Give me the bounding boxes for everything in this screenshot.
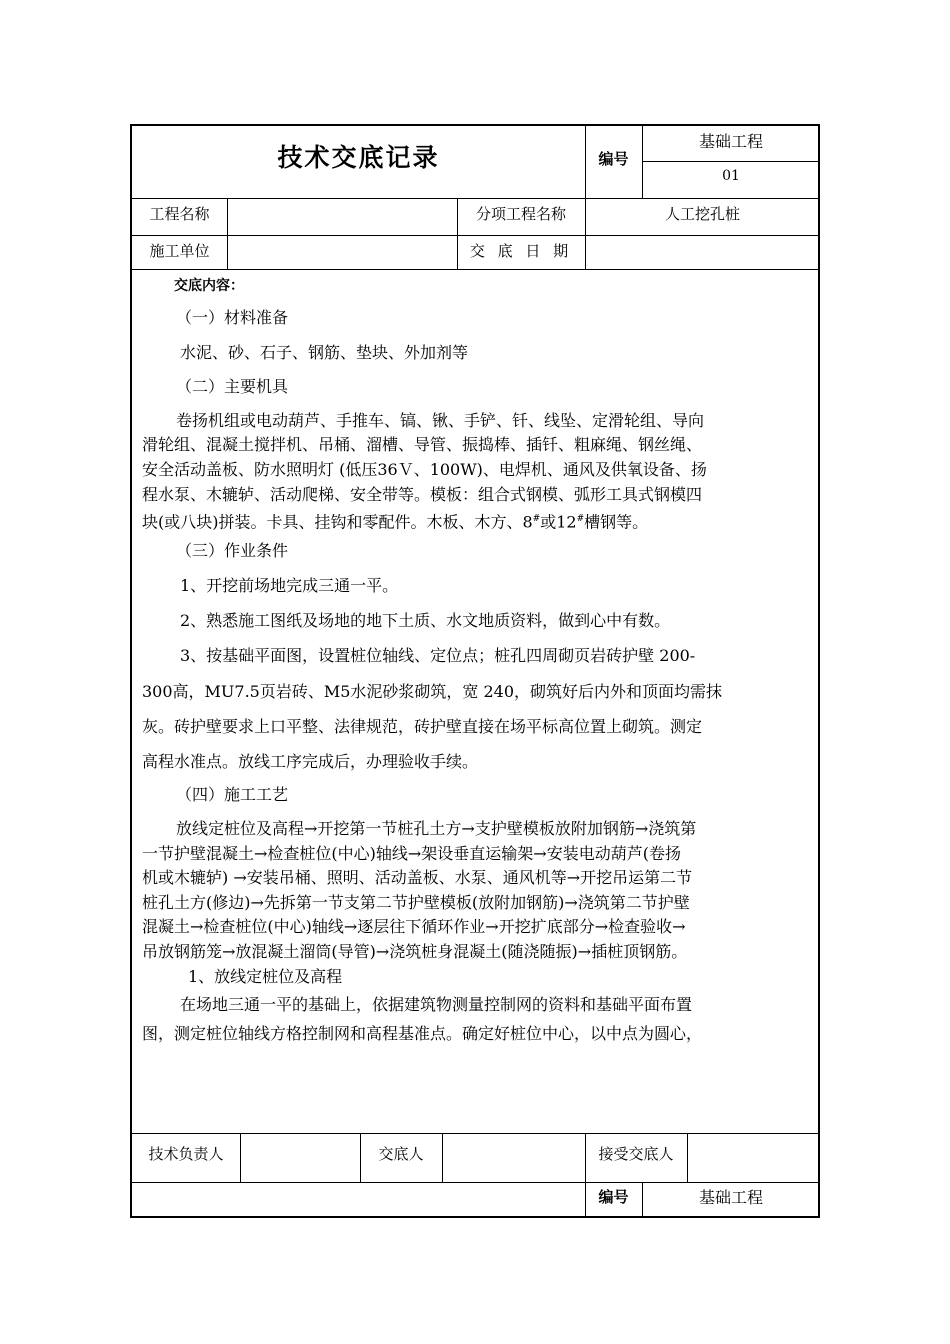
receiver-label: 接受交底人 <box>598 1144 674 1163</box>
subsection-line: 在场地三通一平的基础上，依据建筑物测量控制网的资料和基础平面布置 <box>180 995 693 1014</box>
page-title: 技术交底记录 <box>277 143 440 172</box>
section-title-conditions: （三）作业条件 <box>176 541 289 560</box>
conditions-item: 3、按基础平面图，设置桩位轴线、定位点；桩孔四周砌页岩砖护壁 200- <box>180 646 696 665</box>
conditions-item: 300高，MU7.5页岩砖、M5水泥砂浆砌筑，宽 240，砌筑好后内外和顶面均需抹 <box>142 682 723 701</box>
subproject-label: 分项工程名称 <box>475 204 566 223</box>
tech-lead-value <box>245 1133 355 1182</box>
construction-unit-label: 施工单位 <box>149 241 210 260</box>
divider <box>687 1133 688 1182</box>
receiver-value <box>692 1133 815 1182</box>
process-line: 混凝土→检查桩位(中心)轴线→逐层往下循环作业→开挖扩底部分→检查验收→ <box>142 917 686 936</box>
subproject-value: 人工挖孔桩 <box>664 204 740 223</box>
conditions-item: 1、开挖前场地完成三通一平。 <box>180 576 399 595</box>
materials-text: 水泥、砂、石子、钢筋、垫块、外加剂等 <box>180 343 469 362</box>
section-title-materials: （一）材料准备 <box>176 308 289 327</box>
equipment-line <box>142 507 812 535</box>
equipment-line: 卷扬机组或电动葫芦、手推车、镐、锹、手铲、钎、线坠、定滑轮组、导向 <box>176 411 705 430</box>
superscript: # <box>532 514 541 524</box>
record-number: 01 <box>722 168 740 184</box>
section-title-equipment: （二）主要机具 <box>176 377 289 396</box>
briefing-date-value <box>590 235 815 269</box>
content-heading: 交底内容： <box>174 278 244 294</box>
project-name-label: 工程名称 <box>149 204 210 223</box>
conditions-item: 高程水准点。放线工序完成后，办理验收手续。 <box>142 752 479 771</box>
briefing-content <box>132 269 820 1133</box>
equipment-text: 块(或八块)拼装。卡具、挂钩和零配件。木板、木方、8 <box>142 512 533 532</box>
project-category: 基础工程 <box>698 1187 763 1207</box>
divider <box>240 1133 241 1182</box>
presenter-label: 交底人 <box>378 1144 424 1163</box>
conditions-item: 2、熟悉施工图纸及场地的地下土质、水文地质资料，做到心中有数。 <box>180 611 671 630</box>
equipment-line: 安全活动盖板、防水照明灯 (低压36Ｖ、100W)、电焊机、通风及供氧设备、扬 <box>142 460 707 479</box>
process-line: 放线定桩位及高程→开挖第一节桩孔土方→支护壁模板放附加钢筋→浇筑第 <box>176 819 697 838</box>
subsection-title: 1、放线定桩位及高程 <box>188 967 343 986</box>
process-line: 吊放钢筋笼→放混凝土溜筒(导管)→浇筑桩身混凝土(随浇随振)→插桩顶钢筋。 <box>142 942 688 961</box>
superscript: # <box>576 514 585 524</box>
divider <box>227 198 228 269</box>
project-name-value <box>232 198 452 235</box>
project-category: 基础工程 <box>698 131 763 151</box>
section-title-process: （四）施工工艺 <box>176 785 289 804</box>
tech-lead-label: 技术负责人 <box>148 1144 224 1163</box>
number-label: 编号 <box>598 149 629 168</box>
equipment-line: 滑轮组、混凝土搅拌机、吊桶、溜槽、导管、振捣棒、插钎、粗麻绳、钢丝绳、 <box>142 435 703 454</box>
subsection-line: 图，测定桩位轴线方格控制网和高程基准点。确定好桩位中心，以中点为圆心， <box>142 1024 703 1043</box>
conditions-item: 灰。砖护壁要求上口平整、法律规范，砖护壁直接在场平标高位置上砌筑。测定 <box>142 717 703 736</box>
process-line: 机或木辘轳) →安装吊桶、照明、活动盖板、水泵、通风机等→开挖吊运第二节 <box>142 868 693 887</box>
equipment-text: 或12 <box>540 512 577 532</box>
divider <box>442 1133 443 1182</box>
construction-unit-value <box>232 235 452 269</box>
briefing-date-label: 交 底 日 期 <box>469 241 573 260</box>
process-line: 一节护壁混凝土→检查桩位(中心)轴线→架设垂直运输架→安装电动葫芦(卷扬 <box>142 844 681 863</box>
presenter-value <box>447 1133 580 1182</box>
equipment-line: 程水泵、木辘轳、活动爬梯、安全带等。模板：组合式钢模、弧形工具式钢模四 <box>142 485 703 504</box>
process-line: 桩孔土方(修边)→先拆第一节支第二节护壁模板(放附加钢筋)→浇筑第二节护壁 <box>142 893 690 912</box>
number-label: 编号 <box>598 1187 629 1206</box>
technical-briefing-form <box>130 124 820 1218</box>
equipment-text: 槽钢等。 <box>584 512 649 532</box>
